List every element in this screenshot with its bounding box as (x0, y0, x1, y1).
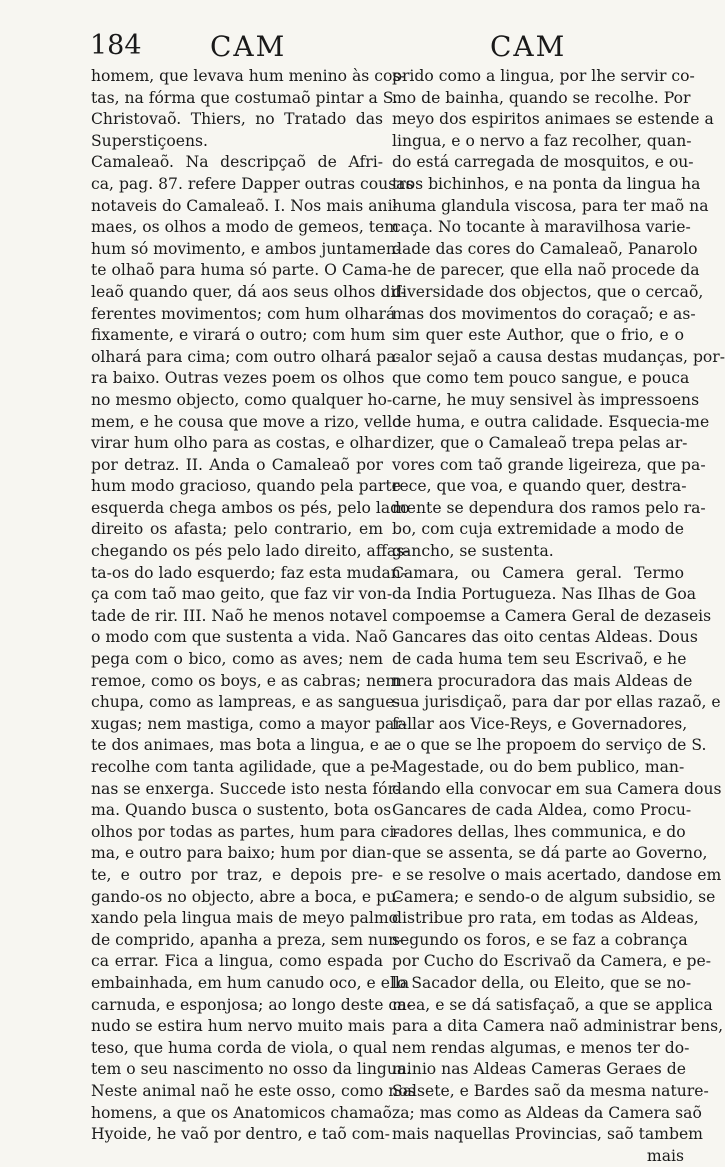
header-word-right: CAM (490, 30, 567, 63)
text-line: e o que se lhe propoem do serviço de S. (392, 736, 707, 755)
text-line: tem o seu nascimento no osso da lingua. (91, 1060, 412, 1079)
text-line: chegando os pés pelo lado direito, affas- (91, 542, 410, 561)
text-line: nem rendas algumas, e menos ter do- (392, 1038, 690, 1057)
text-line: embainhada, em hum canudo oco, e ella (91, 973, 410, 992)
text-line: ca, pag. 87. refere Dapper outras cousas (91, 174, 414, 193)
text-line: prido como a lingua, por lhe servir co- (392, 67, 695, 85)
text-line: ferentes movimentos; com hum olhará (91, 304, 396, 323)
text-line: calor sejaõ a causa destas mudanças, por- (392, 347, 725, 366)
text-line: meyo dos espiritos animaes se estende a (392, 110, 714, 129)
text-line: leaõ quando quer, dá aos seus olhos dif- (91, 282, 406, 301)
text-line: mente se dependura dos ramos pelo ra- (392, 498, 706, 517)
text-line: caça. No tocante à maravilhosa varie- (392, 218, 691, 237)
text-line: esquerda chega ambos os pés, pelo lado (91, 498, 410, 517)
text-line: mera procuradora das mais Aldeas de (392, 671, 693, 690)
text-line: fallar aos Vice-Reys, e Governadores, (392, 714, 688, 733)
text-line: lingua, e o nervo a faz recolher, quan- (392, 131, 692, 150)
text-line: ma. Quando busca o sustento, bota os (91, 801, 392, 820)
text-line: e se resolve o mais acertado, dandose em (392, 865, 722, 884)
text-line: Camaleaõ. Na descripçaõ de Afri- (91, 153, 383, 172)
text-line: ca errar. Fica a lingua, como espada (91, 952, 383, 971)
text-line: mem, e he cousa que move a rizo, vello (91, 412, 402, 431)
text-line: ta-os do lado esquerdo; faz esta mudan- (91, 563, 407, 582)
text-line: carnuda, e esponjosa; ao longo deste ca- (91, 995, 412, 1014)
text-line: compoemse a Camera Geral de dezaseis (392, 606, 712, 625)
text-line: dando ella convocar em sua Camera dous (392, 779, 722, 798)
text-line: xando pela lingua mais de meyo palmo (91, 909, 399, 928)
text-line: nas se enxerga. Succede isto nesta fór- (91, 779, 401, 798)
text-line: que como tem pouco sangue, e pouca (392, 369, 690, 388)
text-line: da India Portugueza. Nas Ilhas de Goa (392, 585, 697, 604)
header-word-left: CAM (210, 30, 287, 63)
text-line: za; mas como as Aldeas da Camera saõ (392, 1103, 702, 1122)
running-header (0, 30, 709, 70)
text-line: segundo os foros, e se faz a cobrança (392, 930, 688, 949)
text-line: Camara, ou Camera geral. Termo (392, 563, 684, 582)
text-line: olhos por todas as partes, hum para ci- (91, 822, 400, 841)
text-line: olhará para cima; com outro olhará pa- (91, 347, 401, 366)
text-line: te, e outro por traz, e depois pre- (91, 865, 383, 884)
text-line: te dos animaes, mas bota a lingua, e a (91, 736, 394, 755)
text-line: diversidade dos objectos, que o cercaõ, (392, 282, 704, 301)
text-line: mais naquellas Provincias, saõ tambem (392, 1125, 703, 1144)
text-line: te olhaõ para huma só parte. O Cama- (91, 261, 393, 280)
text-line: maes, os olhos a modo de gemeos, tem (91, 218, 400, 237)
text-line: hum só movimento, e ambos juntamen- (91, 239, 402, 258)
text-line: mo de bainha, quando se recolhe. Por (392, 88, 691, 107)
text-line: Neste animal naõ he este osso, como nos (91, 1081, 416, 1100)
text-line: bo, com cuja extremidade a modo de (392, 520, 684, 539)
text-line: Christovaõ. Thiers, no Tratado das (91, 110, 383, 129)
text-line: mais (646, 1146, 684, 1165)
text-line: ra baixo. Outras vezes poem os olhos (91, 369, 385, 388)
text-line: carne, he muy sensivel às impressoens (392, 390, 700, 409)
text-line: xugas; nem mastiga, como a mayor par- (91, 714, 408, 733)
text-line: para a dita Camera naõ administrar bens, (392, 1017, 724, 1036)
text-line: dade das cores do Camaleaõ, Panarolo (392, 239, 698, 258)
text-line: rece, que voa, e quando quer, destra- (392, 477, 687, 496)
right-column (392, 66, 725, 1167)
text-line: fixamente, e virará o outro; com hum (91, 326, 386, 345)
text-line: por Cucho do Escrivaõ da Camera, e pe- (392, 952, 712, 971)
text-line: radores dellas, lhes communica, e do (392, 822, 686, 841)
text-line: recolhe com tanta agilidade, que a pe- (91, 758, 395, 776)
left-column (91, 66, 416, 1146)
text-line: gancho, se sustenta. (392, 542, 554, 561)
page-number: 184 (90, 30, 142, 61)
text-line: vores com taõ grande ligeireza, que pa- (392, 455, 706, 474)
text-line: direito os afasta; pelo contrario, em (91, 520, 383, 539)
text-line: notaveis do Camaleaõ. I. Nos mais ani- (91, 196, 398, 215)
text-line: dizer, que o Camaleaõ trepa pelas ar- (392, 434, 688, 453)
text-line: do está carregada de mosquitos, e ou- (392, 153, 694, 172)
text-line: pega com o bico, como as aves; nem (91, 650, 383, 669)
text-line: remoe, como os boys, e as cabras; nem (91, 671, 401, 690)
text-line: hum modo gracioso, quando pela parte (91, 477, 401, 496)
text-line: teso, que huma corda de viola, o qual (91, 1038, 388, 1057)
text-line: homens, a que os Anatomicos chamaõ (91, 1103, 392, 1122)
text-line: lo Sacador della, ou Eleito, que se no- (392, 973, 692, 992)
text-line: o modo com que sustenta a vida. Naõ (91, 628, 388, 647)
text-line: tade de rir. III. Naõ he menos notavel (91, 606, 388, 625)
text-line: Magestade, ou do bem publico, man- (392, 758, 685, 776)
text-line: gando-os no objecto, abre a boca, e pu- (91, 887, 402, 906)
text-line: no mesmo objecto, como qualquer ho- (91, 390, 393, 409)
text-line: tros bichinhos, e na ponta da lingua ha (392, 174, 701, 193)
text-line: mas dos movimentos do coraçaõ; e as- (392, 304, 696, 323)
text-line: homem, que levava hum menino às cos- (91, 67, 406, 85)
text-line: virar hum olho para as costas, e olhar (91, 434, 391, 453)
text-line: Camera; e sendo-o de algum subsidio, se (392, 887, 716, 906)
text-line: sim quer este Author, que o frio, e o (392, 326, 684, 345)
text-line: minio nas Aldeas Cameras Geraes de (392, 1060, 686, 1079)
text-line: Hyoide, he vaõ por dentro, e taõ com- (91, 1125, 390, 1144)
text-line: he de parecer, que ella naõ procede da (392, 261, 700, 280)
text-line: Gancares das oito centas Aldeas. Dous (392, 628, 698, 647)
text-line: Superstiçoens. (91, 131, 208, 150)
text-line: Salsete, e Bardes saõ da mesma nature- (392, 1081, 709, 1100)
text-line: de huma, e outra calidade. Esquecia-me (392, 412, 710, 431)
text-line: ma, e outro para baixo; hum por dian- (91, 844, 392, 863)
text-line: que se assenta, se dá parte ao Governo, (392, 844, 708, 863)
text-line: ça com taõ mao geito, que faz vir von- (91, 585, 393, 604)
text-line: de comprido, apanha a preza, sem nun- (91, 930, 404, 949)
text-line: mea, e se dá satisfaçaõ, a que se applica (392, 995, 713, 1014)
text-line: huma glandula viscosa, para ter maõ na (392, 196, 709, 215)
text-line: sua jurisdiçaõ, para dar por ellas razaõ, e (392, 693, 721, 712)
text-line: tas, na fórma que costumaõ pintar a S. (91, 88, 398, 107)
text-line: Gancares de cada Aldea, como Procu- (392, 801, 692, 820)
text-line: chupa, como as lampreas, e as sangue- (91, 693, 400, 712)
text-line: nudo se estira hum nervo muito mais (91, 1017, 386, 1036)
text-line: de cada huma tem seu Escrivaõ, e he (392, 650, 687, 669)
text-line: distribue pro rata, em todas as Aldeas, (392, 909, 699, 928)
text-line: por detraz. II. Anda o Camaleaõ por (91, 455, 383, 474)
